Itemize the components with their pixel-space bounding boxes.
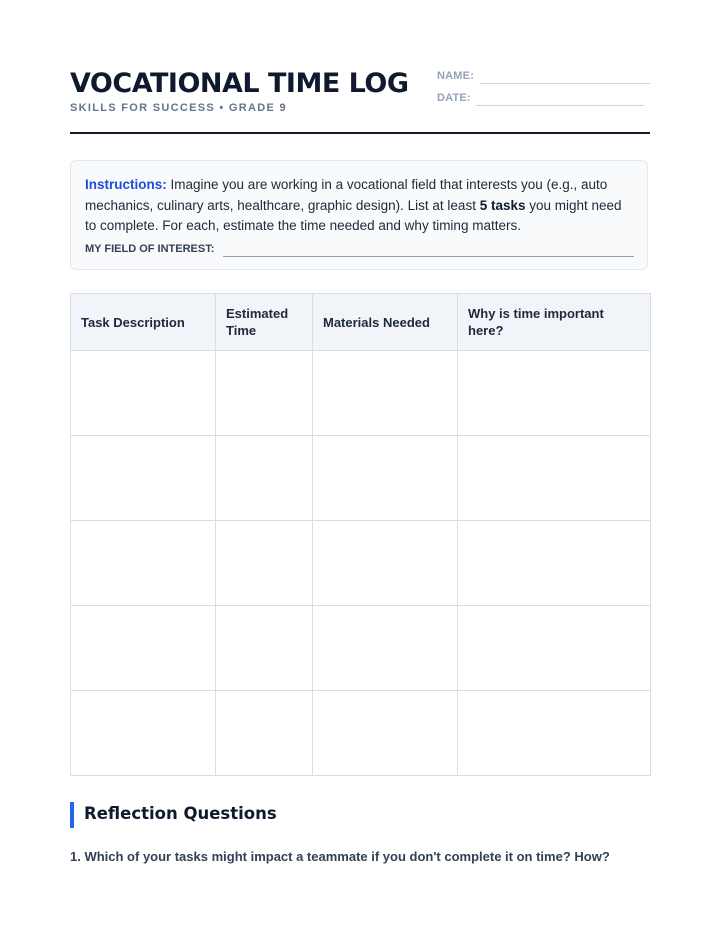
table-row bbox=[71, 521, 651, 606]
name-field[interactable] bbox=[480, 83, 650, 84]
date-label: DATE: bbox=[437, 92, 471, 104]
task-cell[interactable] bbox=[71, 351, 216, 436]
worksheet-header bbox=[70, 60, 650, 134]
field-of-interest-input[interactable] bbox=[223, 256, 634, 257]
instructions-box bbox=[70, 160, 648, 270]
time-cell[interactable] bbox=[216, 351, 313, 436]
why-cell[interactable] bbox=[458, 691, 651, 776]
why-cell[interactable] bbox=[458, 351, 651, 436]
date-field[interactable] bbox=[476, 105, 644, 106]
reflection-question: 1. Which of your tasks might impact a teammate if you don't complete it on time? How? bbox=[70, 849, 610, 864]
instructions-task-count: 5 tasks bbox=[479, 197, 526, 213]
page-subtitle: SKILLS FOR SUCCESS • GRADE 9 bbox=[70, 102, 287, 114]
time-cell[interactable] bbox=[216, 691, 313, 776]
why-cell[interactable] bbox=[458, 521, 651, 606]
why-cell[interactable] bbox=[458, 436, 651, 521]
task-table bbox=[70, 293, 651, 776]
field-of-interest-label: MY FIELD OF INTEREST: bbox=[85, 243, 215, 255]
reflection-section-title: Reflection Questions bbox=[84, 804, 277, 823]
materials-cell[interactable] bbox=[313, 521, 458, 606]
time-cell[interactable] bbox=[216, 436, 313, 521]
section-accent-bar bbox=[70, 802, 74, 828]
materials-cell[interactable] bbox=[313, 691, 458, 776]
task-cell[interactable] bbox=[71, 521, 216, 606]
name-label: NAME: bbox=[437, 70, 475, 82]
time-cell[interactable] bbox=[216, 521, 313, 606]
table-header-row bbox=[71, 294, 651, 351]
instructions-body-end: you might need to complete. For each, estimate the time needed and why timing matters. bbox=[85, 197, 622, 233]
table-row bbox=[71, 351, 651, 436]
column-header-time: Estimated Time bbox=[216, 294, 313, 351]
instructions-body-start: Imagine you are working in a vocational field that interests you (e.g., auto mechanics, culinary arts, healthcare, graphic design). List at least bbox=[85, 177, 608, 213]
task-cell[interactable] bbox=[71, 691, 216, 776]
instructions-lead: Instructions: bbox=[85, 177, 167, 192]
table-row bbox=[71, 436, 651, 521]
task-cell[interactable] bbox=[71, 436, 216, 521]
materials-cell[interactable] bbox=[313, 351, 458, 436]
column-header-materials: Materials Needed bbox=[313, 294, 458, 351]
task-cell[interactable] bbox=[71, 606, 216, 691]
why-cell[interactable] bbox=[458, 606, 651, 691]
column-header-why: Why is time important here? bbox=[458, 294, 651, 351]
table-row bbox=[71, 606, 651, 691]
materials-cell[interactable] bbox=[313, 606, 458, 691]
column-header-task: Task Description bbox=[71, 294, 216, 351]
table-row bbox=[71, 691, 651, 776]
time-cell[interactable] bbox=[216, 606, 313, 691]
instructions-text bbox=[85, 175, 635, 237]
materials-cell[interactable] bbox=[313, 436, 458, 521]
page-title: VOCATIONAL TIME LOG bbox=[70, 68, 409, 99]
